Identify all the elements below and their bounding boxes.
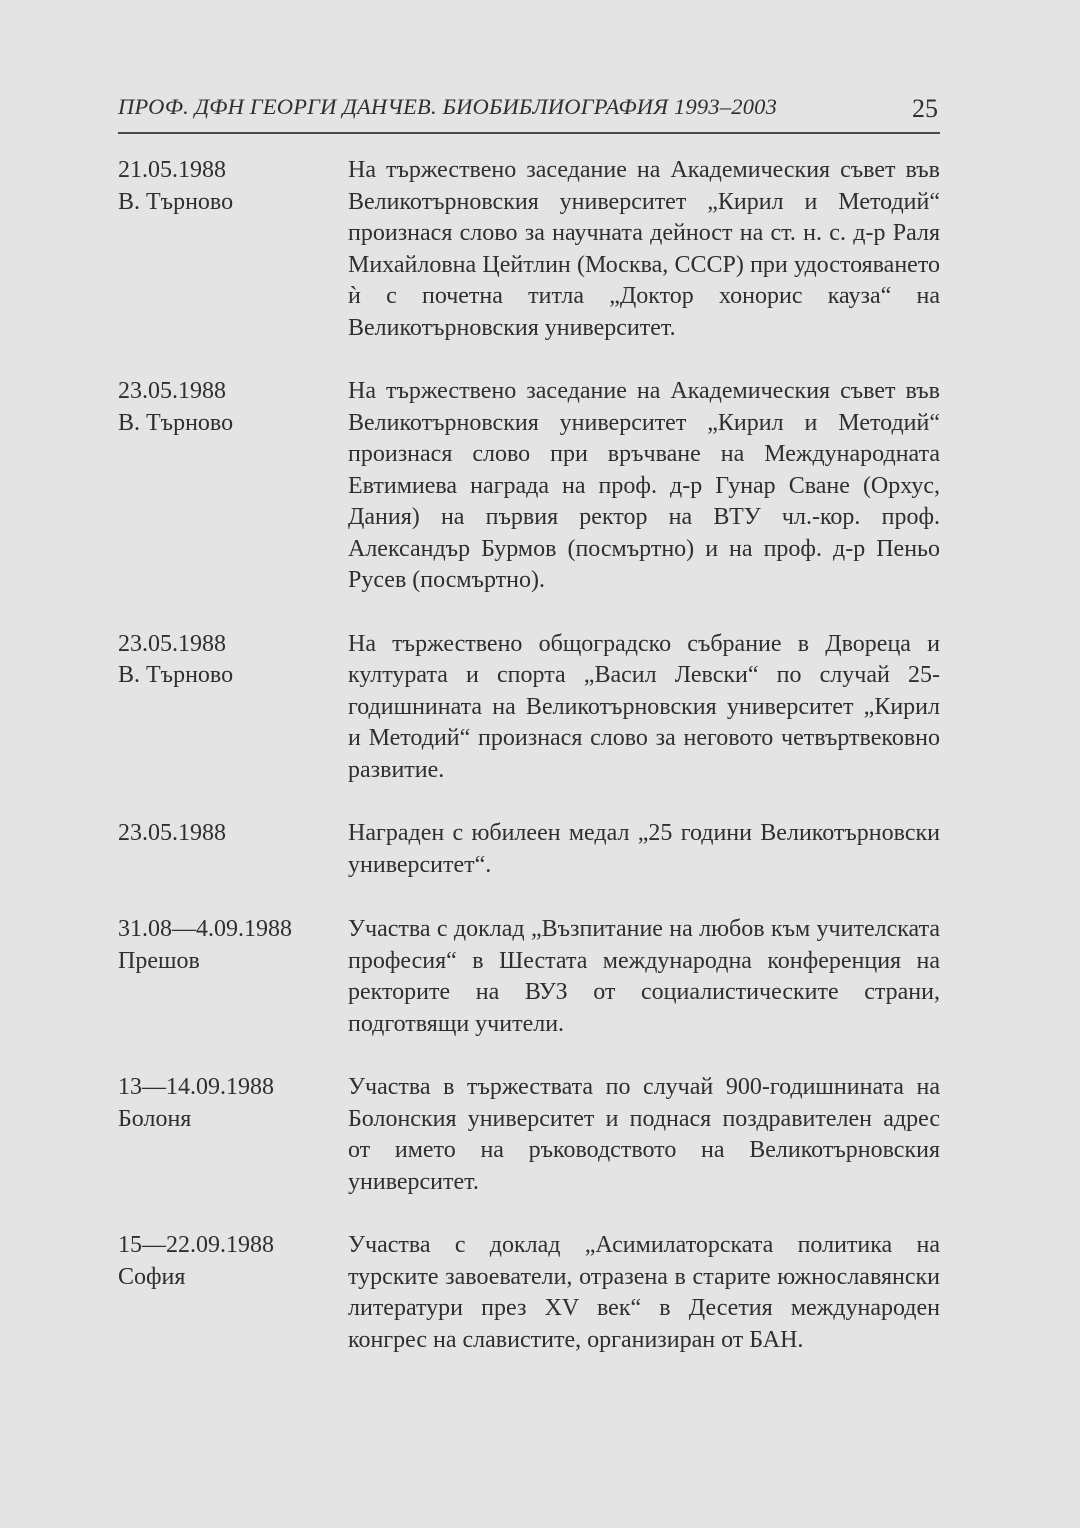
entry-place: Болоня bbox=[118, 1105, 192, 1132]
chronology-entry bbox=[118, 818, 940, 881]
chronology-entry bbox=[118, 155, 940, 344]
entry-date: 31.08—4.09.1988 bbox=[118, 916, 292, 942]
entry-meta bbox=[118, 376, 338, 439]
entry-meta bbox=[118, 155, 338, 218]
entry-text: Участва с доклад „Възпитание на любов към учителската професия“ в Шестата международна конференция на ректорите на ВУЗ от социалистическите страни, подготвящи учители. bbox=[348, 916, 940, 1037]
entry-meta bbox=[118, 914, 338, 977]
entry-date: 23.05.1988 bbox=[118, 378, 226, 404]
entry-date: 21.05.1988 bbox=[118, 157, 226, 183]
chronology-entry bbox=[118, 914, 940, 1040]
chronology-entries bbox=[118, 155, 940, 1356]
chronology-entry bbox=[118, 1230, 940, 1356]
page-number: 25 bbox=[912, 94, 938, 123]
entry-text: Награден с юбилеен медал „25 години Великотърновски университет“. bbox=[348, 820, 940, 878]
entry-date: 23.05.1988 bbox=[118, 820, 226, 846]
entry-text: На тържествено заседание на Академическия съвет във Великотърновския университет „Кирил и Методий“ произнася слово при връчване на Международната Евтимиева награда на проф. д-р Гунар Сване (Орхус, Дания) на първия ректор на ВТУ чл.-кор. проф. Александър Бурмов (посмъртно) и на проф. д-р Пеньо Русев (посмъртно). bbox=[348, 378, 940, 593]
entry-text: Участва в тържествата по случай 900-годишнината на Болонския университет и поднася поздравителен адрес от името на ръководството на Великотърновския университет. bbox=[348, 1074, 940, 1195]
entry-place: Прешов bbox=[118, 947, 200, 974]
entry-date: 23.05.1988 bbox=[118, 630, 226, 657]
running-title: ПРОФ. ДФН ГЕОРГИ ДАНЧЕВ. БИОБИБЛИОГРАФИЯ 1993–2003 bbox=[118, 94, 778, 119]
running-header bbox=[118, 88, 940, 134]
entry-place: В. Търново bbox=[118, 188, 234, 215]
entry-meta bbox=[118, 818, 338, 850]
entry-meta bbox=[118, 1230, 338, 1293]
chronology-entry bbox=[118, 376, 940, 597]
entry-meta bbox=[118, 1072, 338, 1135]
entry-date: 15—22.09.1988 bbox=[118, 1232, 274, 1258]
entry-meta bbox=[118, 629, 338, 692]
entry-place: В. Търново bbox=[118, 409, 234, 436]
entry-place: В. Търново bbox=[118, 662, 234, 688]
entry-place: София bbox=[118, 1263, 186, 1290]
entry-date: 13—14.09.1988 bbox=[118, 1074, 274, 1100]
chronology-entry bbox=[118, 1072, 940, 1198]
entry-text: На тържествено общоградско събрание в Двореца и културата и спорта „Васил Левски“ по случай 25-годишнината на Великотърновския университет „Кирил и Методий“ произнася слово за неговото четвъртвековно развитие. bbox=[348, 630, 940, 783]
chronology-entry bbox=[118, 629, 940, 787]
entry-text: Участва с доклад „Асимилаторската политика на турските завоеватели, отразена в старите южнославянски литератури през XV век“ в Десетия международен конгрес на славистите, организиран от БАН. bbox=[348, 1232, 940, 1353]
entry-text: На тържествено заседание на Академическия съвет във Великотърновския университет „Кирил и Методий“ произнася слово за научната дейност на ст. н. с. д-р Раля Михайловна Цейтлин (Москва, СССР) при удостояването ѝ с почетна титла „Доктор хонорис кауза“ на Великотърновския университет. bbox=[348, 157, 940, 341]
